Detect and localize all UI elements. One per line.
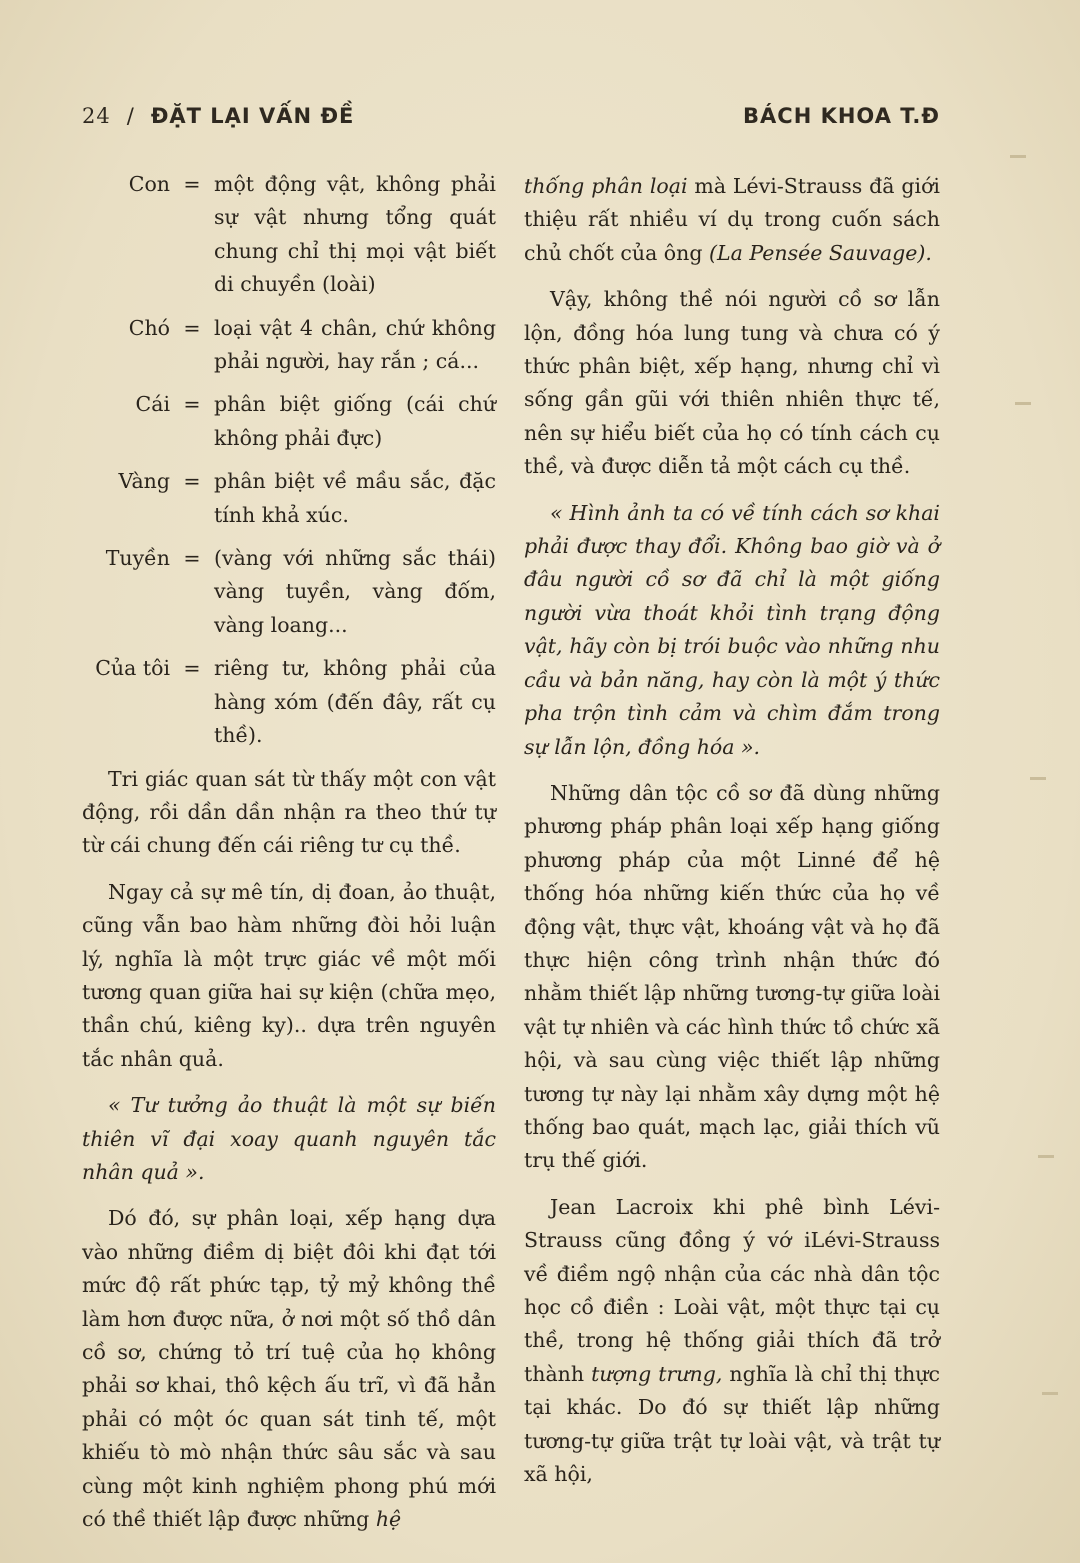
journal-title: BÁCH KHOA T.Đ [743, 104, 940, 128]
paragraph-text: Dó đó, sự phân loại, xếp hạng dựa vào những điềm dị biệt đôi khi đạt tới mức độ rất phức tạp, tỷ mỷ không thề làm hơn được nữa, ở nơi một số thồ dân cồ sơ, chứng tỏ trí tuệ của họ không phải sơ khai, thô kệch ấu trĩ, vì đã hẳn phải có một óc quan sát tinh tế, một khiếu tò mò nhận thức sâu sắc và sau cùng một kinh nghiệm phong phú mới có thề thiết lập được những [82, 1206, 496, 1532]
paragraph: Vậy, không thề nói người cồ sơ lẫn lộn, đồng hóa lung tung và chưa có ý thức phân biệt, xếp hạng, nhưng chỉ vì sống gần gũi với thiên nhiên thực tế, nên sự hiểu biết của họ có tính cách cụ thề, và được diễn tả một cách cụ thề. [524, 287, 940, 479]
equals-sign: = [183, 392, 201, 417]
equals-sign: = [183, 172, 201, 196]
paragraph: Ngay cả sự mê tín, dị đoan, ảo thuật, cũng vẫn bao hàm những đòi hỏi luận lý, nghĩa là một trực giác về một mối tương quan giữa hai sự kiện (chữa mẹo, thần chú, kiêng ky).. dựa trên nguyên tắc nhân quả. [82, 879, 496, 1071]
definition-term: Con [128, 172, 170, 196]
margin-mark [1010, 155, 1026, 158]
paragraph: Tri giác quan sát từ thấy một con vật động, rồi dần dần nhận ra theo thứ tự từ cái chung đến cái riêng tư cụ thề. [82, 766, 496, 858]
page-number: 24 [82, 104, 111, 128]
block-quote: « Hình ảnh ta có về tính cách sơ khai phải được thay đổi. Không bao giờ và ở đâu người cồ sơ đã chỉ là một giống người vừa thoát khỏi tình trạng động vật, hãy còn bị trói buộc vào những nhu cầu và bản năng, hay còn là một ý thức pha trộn tình cảm và chìm đắm trong sự lẫn lộn, đồng hóa ». [524, 500, 940, 759]
equals-sign: = [183, 315, 201, 340]
margin-mark [1030, 777, 1046, 780]
definition-row [82, 168, 496, 302]
left-column [82, 168, 496, 1549]
definition-row [82, 542, 496, 642]
italic-term: hệ [375, 1507, 402, 1532]
definition-row [82, 652, 496, 752]
equals-sign: = [183, 546, 201, 571]
definition-row [82, 388, 496, 455]
margin-mark [1038, 1155, 1054, 1158]
paragraph: Những dân tộc cồ sơ đã dùng những phương pháp phân loại xếp hạng giống phương pháp của một Linné để hệ thống hóa những kiến thức của họ về động vật, thực vật, khoáng vật và họ đã thực hiện công trình nhận thức đó nhằm thiết lập những tương-tự giữa loài vật tự nhiên và các hình thức tồ chức xã hội, và sau cùng việc thiết lập những tương tự này lại nhằm xây dựng một hệ thống bao quát, mạch lạc, giải thích vũ trụ thế giới. [524, 780, 940, 1173]
paragraph [82, 1202, 496, 1536]
definition-text: một động vật, không phải sự vật nhưng tổng quát chung chỉ thị mọi vật biết di chuyền (loài) [214, 172, 496, 297]
section-title: ĐẶT LẠI VẤN ĐỀ [150, 104, 355, 128]
definition-row [82, 312, 496, 379]
definition-text: riêng tư, không phải của hàng xóm (đến đây, rất cụ thề). [214, 656, 496, 748]
italic-term: thống phân loại [524, 174, 688, 198]
definition-text: (vàng với những sắc thái) vàng tuyền, vàng đốm, vàng loang... [214, 546, 496, 637]
definition-term: Cái [135, 392, 170, 417]
paragraph-text: nghĩa là chỉ thị thực tại khác. Do đó sự thiết lập những tương-tự giữa trật tự loài vật, và trật tự xã hội, [524, 1361, 940, 1487]
running-header [82, 104, 940, 138]
paragraph-text: Jean Lacroix khi phê bình Lévi-Strauss cũng đồng ý vớ iLévi-Strauss về điềm ngộ nhận của các nhà dân tộc học cồ điền : Loài vật, một thực tại cụ thề, trong hệ thống giải thích đã trở thành [524, 1194, 940, 1386]
block-quote: « Tư tưởng ảo thuật là một sự biến thiên vĩ đại xoay quanh nguyên tắc nhân quả ». [82, 1093, 496, 1184]
header-separator: / [126, 104, 135, 128]
header-left [82, 104, 354, 128]
italic-term: tượng trưng, [591, 1361, 723, 1386]
definition-text: loại vật 4 chân, chứ không phải người, hay rắn ; cá... [214, 315, 496, 374]
definition-term: Của tôi [95, 656, 170, 681]
definition-row [82, 465, 496, 532]
margin-mark [1015, 402, 1031, 405]
definition-term: Tuyền [105, 546, 170, 571]
right-column [524, 170, 940, 1504]
paragraph-text: mà Lévi-Strauss đã giới thiệu rất nhiều ví dụ trong cuốn sách chủ chốt của ông [524, 174, 940, 265]
equals-sign: = [183, 469, 201, 494]
paragraph [524, 1191, 940, 1492]
definition-text: phân biệt giống (cái chứ không phải đực) [214, 392, 496, 450]
paragraph-continuation [524, 170, 940, 270]
book-title: (La Pensée Sauvage). [709, 240, 932, 265]
definition-text: phân biệt về mầu sắc, đặc tính khả xúc. [214, 469, 496, 527]
margin-mark [1042, 1392, 1058, 1395]
equals-sign: = [183, 656, 201, 681]
definition-term: Vàng [118, 469, 170, 494]
definition-term: Chó [128, 315, 170, 340]
